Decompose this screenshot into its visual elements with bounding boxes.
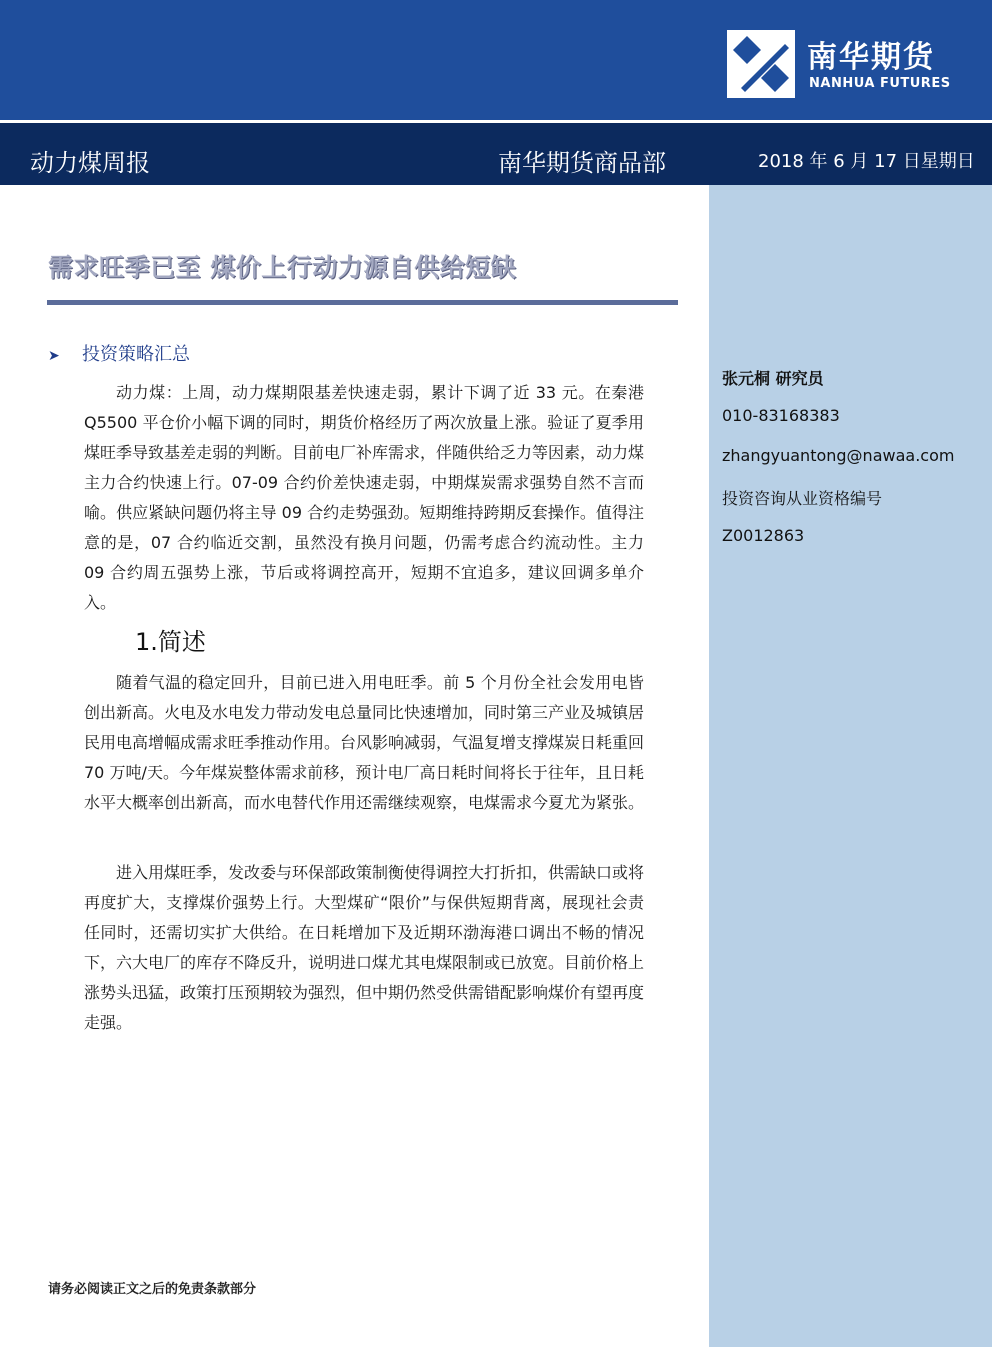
- analyst-phone: 010-83168383: [722, 406, 840, 425]
- report-date: 2018 年 6 月 17 日星期日: [758, 151, 975, 172]
- brand-name-en: NANHUA FUTURES: [809, 76, 951, 91]
- report-name: 动力煤周报: [30, 149, 150, 177]
- headline-rule: [47, 300, 678, 305]
- analyst-cert-label: 投资咨询从业资格编号: [722, 489, 883, 508]
- brand-logo: [727, 30, 967, 100]
- analyst-name: 张元桐 研究员: [722, 369, 824, 388]
- brand-name-cn: 南华期货: [807, 40, 935, 75]
- analyst-email[interactable]: zhangyuantong@nawaa.com: [722, 446, 955, 465]
- strategy-paragraph: 动力煤：上周，动力煤期限基差快速走弱，累计下调了近 33 元。在秦港 Q5500 平仓价小幅下调的同时，期货价格经历了两次放量上涨。验证了夏季用煤旺季导致基差走弱的判断。目前电厂补库需求，伴随供给乏力等因素，动力煤主力合约快速上行。07-09 合约价差快速走弱，中期煤炭需求强势自然不言而喻。供应紧缺问题仍将主导 09 合约走势强劲。短期维持跨期反套操作。值得注意的是，07 合约临近交割，虽然没有换月问题，仍需考虑合约流动性。主力 09 合约周五强势上涨，节后或将调控高开，短期不宜追多，建议回调多单介入。: [84, 383, 645, 612]
- strategy-summary-heading: [48, 340, 190, 366]
- report-headline: 需求旺季已至 煤价上行动力源自供给短缺: [48, 253, 517, 282]
- arrow-bullet-icon: ➤: [48, 348, 60, 364]
- nanhua-logo-icon: [727, 30, 795, 98]
- section-1-paragraph-1: 随着气温的稳定回升，目前已进入用电旺季。前 5 个月份全社会发用电皆创出新高。火电及水电发力带动发电总量同比快速增加，同时第三产业及城镇居民用电高增幅成需求旺季推动作用。台风影响减弱，气温复增支撑煤炭日耗重回 70 万吨/天。今年煤炭整体需求前移，预计电厂高日耗时间将长于往年，且日耗水平大概率创出新高，而水电替代作用还需继续观察，电煤需求今夏尤为紧张。: [84, 673, 645, 812]
- analyst-sidebar: [709, 185, 992, 1347]
- analyst-cert-number: Z0012863: [722, 526, 805, 545]
- section-1-title: 1.简述: [135, 628, 206, 656]
- disclaimer-note: 请务必阅读正文之后的免责条款部分: [48, 1282, 257, 1297]
- department-name: 南华期货商品部: [498, 149, 666, 177]
- strategy-summary-label: 投资策略汇总: [82, 344, 190, 365]
- section-1-paragraph-2: 进入用煤旺季，发改委与环保部政策制衡使得调控大打折扣，供需缺口或将再度扩大，支撑煤价强势上行。大型煤矿“限价”与保供短期背离，展现社会责任同时，还需切实扩大供给。在日耗增加下及近期环渤海港口调出不畅的情况下，六大电厂的库存不降反升，说明进口煤尤其电煤限制或已放宽。目前价格上涨势头迅猛，政策打压预期较为强烈，但中期仍然受供需错配影响煤价有望再度走强。: [84, 863, 645, 1032]
